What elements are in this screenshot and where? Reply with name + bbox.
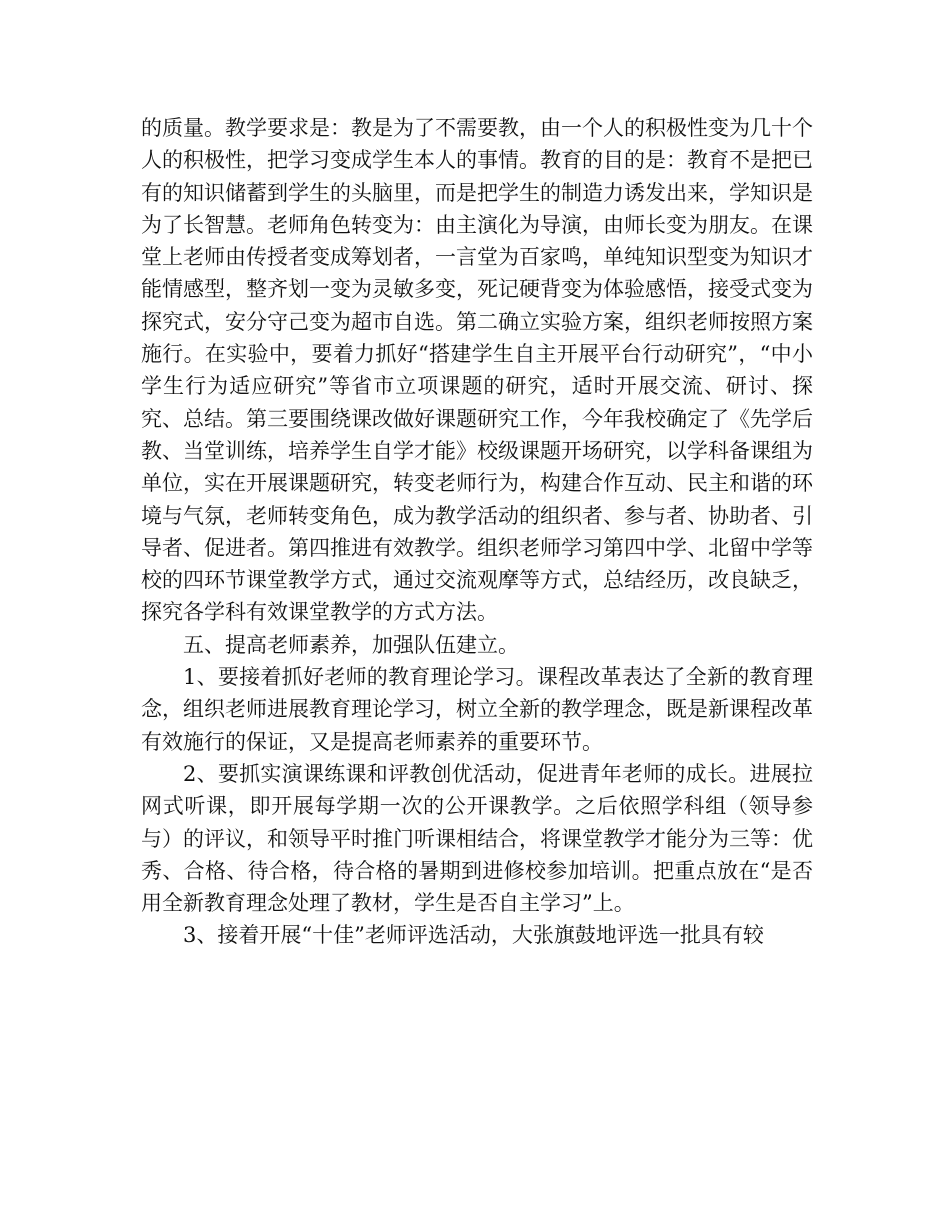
paragraph-teaching-reform: 的质量。教学要求是：教是为了不需要教，由一个人的积极性变为几十个人的积极性，把学习变成学生本人的事情。教育的目的是：教育不是把已有的知识储蓄到学生的头脑里，而是把学生的制造力诱发出来，学知识是为了长智慧。老师角色转变为：由主演化为导演，由师长变为朋友。在课堂上老师由传授者变成筹划者，一言堂为百家鸣，单纯知识型变为知识才能情感型，整齐划一变为灵敏多变，死记硬背变为体验感悟，接受式变为探究式，安分守己变为超市自选。第二确立实验方案，组织老师按照方案施行。在实验中，要着力抓好“搭建学生自主开展平台行动研究”，“中小学生行为适应研究”等省市立项课题的研究，适时开展交流、研讨、探究、总结。第三要围绕课改做好课题研究工作，今年我校确定了《先学后教、当堂训练，培养学生自学才能》校级课题开场研究，以学科备课组为单位，实在开展课题研究，转变老师行为，构建合作互动、民主和谐的环境与气氛，老师转变角色，成为教学活动的组织者、参与者、协助者、引导者、促进者。第四推进有效教学。组织老师学习第四中学、北留中学等校的四环节课堂教学方式，通过交流观摩等方式，总结经历，改良缺乏，探究各学科有效课堂教学的方式方法。	[141, 116, 813, 625]
paragraph-item-3: 3、接着开展“十佳”老师评选活动，大张旗鼓地评选一批具有较	[183, 923, 764, 948]
document-body	[141, 112, 813, 952]
paragraph-item-2: 2、要抓实演课练课和评教创优活动，促进青年老师的成长。进展拉网式听课，即开展每学期一次的公开课教学。之后依照学科组（领导参与）的评议，和领导平时推门听课相结合，将课堂教学才能分为三等：优秀、合格、待合格，待合格的暑期到进修校参加培训。把重点放在“是否用全新教育理念处理了教材，学生是否自主学习”上。	[141, 761, 813, 916]
section-heading-teacher-quality: 五、提高老师素养，加强队伍建立。	[183, 632, 519, 657]
paragraph-item-1: 1、要接着抓好老师的教育理论学习。课程改革表达了全新的教育理念，组织老师进展教育理论学习，树立全新的教学理念，既是新课程改革有效施行的保证，又是提高老师素养的重要环节。	[141, 665, 813, 754]
